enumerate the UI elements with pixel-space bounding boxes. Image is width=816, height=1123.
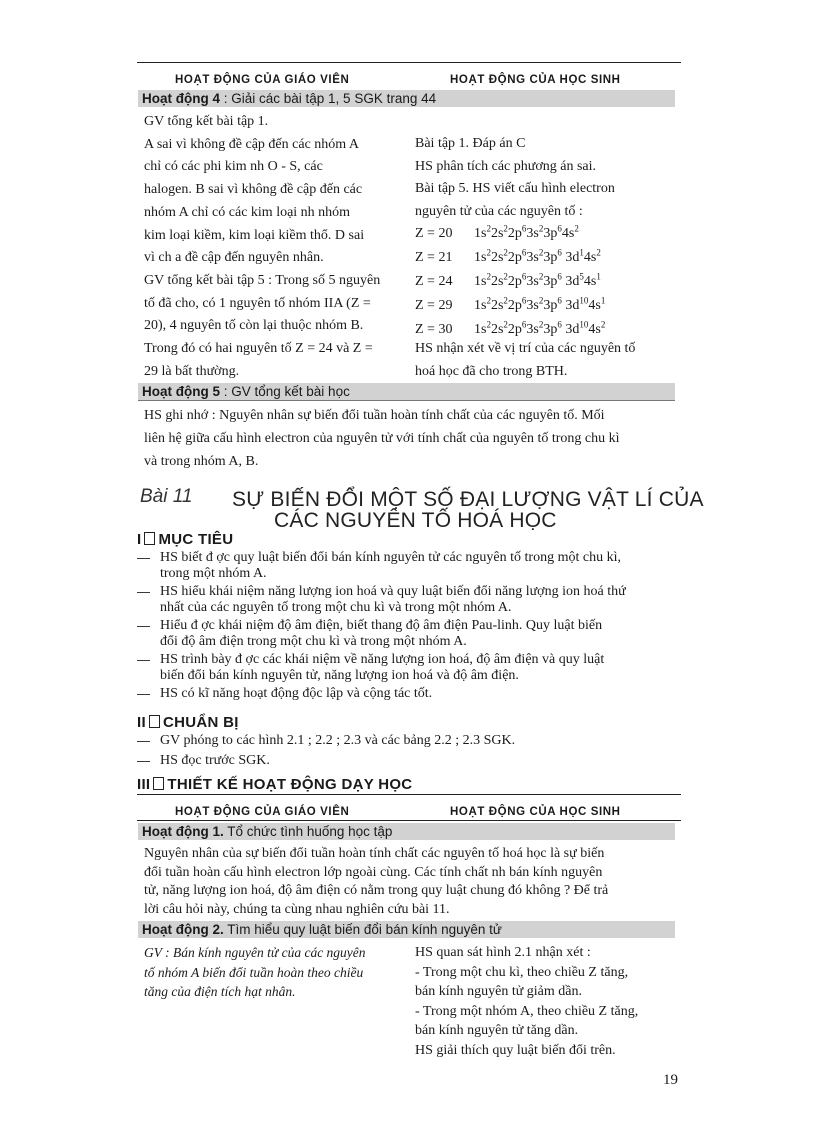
- lesson-title-line-2: CÁC NGUYÊN TỐ HOÁ HỌC: [274, 509, 557, 532]
- teacher-line: tăng của điện tích hạt nhân.: [144, 984, 296, 999]
- activity-1-line: tử, năng lượng ion hoá, độ âm điện có nằm trong quy luật chung đó không ? Để trả: [144, 883, 609, 898]
- orbital: 2p: [507, 274, 522, 289]
- electron-count: 2: [538, 271, 544, 282]
- student-line: - Trong một chu kì, theo chiều Z tăng,: [415, 964, 629, 980]
- orbital: 2s: [490, 226, 504, 241]
- student-line: bán kính nguyên tử tăng dần.: [415, 1023, 579, 1038]
- config-z-label: Z = 21: [415, 250, 453, 265]
- electron-count: 6: [557, 271, 562, 282]
- student-line: - Trong một nhóm A, theo chiều Z tăng,: [415, 1003, 639, 1019]
- electron-count: 10: [579, 295, 589, 306]
- electron-count: 2: [486, 223, 491, 234]
- teacher-line: tố đã cho, có 1 nguyên tố nhóm IIA (Z =: [144, 295, 371, 311]
- orbital: 3p: [543, 250, 558, 265]
- activity-1-line: đổi tuần hoàn cấu hình electron lớp ngoài cùng. Các tính chất nh bán kính nguyên: [144, 864, 603, 880]
- orbital: 3s: [526, 322, 539, 337]
- table-header-rule: [137, 820, 681, 821]
- student-line: nguyên tử của các nguyên tố :: [415, 204, 583, 220]
- orbital: 2s: [490, 274, 504, 289]
- electron-count: 6: [521, 247, 527, 258]
- teacher-column-header: HOẠT ĐỘNG CỦA GIÁO VIÊN: [175, 74, 350, 86]
- electron-count: 6: [521, 271, 527, 282]
- student-line: HS nhận xét về vị trí của các nguyên tố: [415, 341, 636, 356]
- orbital: 3s: [526, 226, 539, 241]
- orbital: 3p: [543, 274, 558, 289]
- student-line: Bài tập 1. Đáp án C: [415, 136, 526, 151]
- list-dash-icon: —: [137, 618, 150, 633]
- orbital: 2s: [490, 298, 504, 313]
- electron-count: 6: [557, 295, 562, 306]
- electron-count: 2: [538, 319, 544, 330]
- orbital: 4s: [588, 322, 601, 337]
- electron-count: 1: [596, 271, 601, 282]
- config-z-label: Z = 24: [415, 274, 453, 289]
- orbital: 3s: [526, 250, 539, 265]
- teacher-line: chỉ có các phi kim nh O - S, các: [144, 159, 323, 175]
- teacher-line: kim loại kiềm, kim loại kiềm thổ. D sai: [144, 227, 365, 243]
- orbital: 3d: [561, 274, 580, 289]
- summary-line: và trong nhóm A, B.: [144, 454, 259, 469]
- electron-count: 2: [503, 271, 508, 282]
- electron-count: 5: [579, 271, 584, 282]
- activity-5-title: Hoạt động 5 : GV tổng kết bài học: [142, 384, 350, 399]
- student-line: hoá học đã cho trong BTH.: [415, 364, 568, 379]
- top-rule: [137, 62, 681, 63]
- orbital: 2p: [507, 322, 522, 337]
- teacher-column-header-2: HOẠT ĐỘNG CỦA GIÁO VIÊN: [175, 806, 350, 818]
- list-dash-icon: —: [137, 686, 150, 701]
- teacher-line: vì ch a đề cập đến nguyên nhân.: [144, 250, 324, 266]
- orbital: 1s: [474, 322, 487, 337]
- orbital: 3d: [561, 322, 580, 337]
- section-3-rule: [137, 794, 681, 795]
- electron-count: 2: [538, 247, 544, 258]
- orbital: 2s: [490, 250, 504, 265]
- objective-item: biến đổi bán kính nguyên tử, năng lượng ion hoá và độ âm điện.: [160, 667, 519, 683]
- activity-2-title: Hoạt động 2. Tìm hiểu quy luật biến đổi bán kính nguyên tử: [142, 922, 502, 937]
- student-line: Bài tập 5. HS viết cấu hình electron: [415, 181, 615, 197]
- electron-count: 2: [486, 319, 491, 330]
- orbital: 3p: [543, 322, 558, 337]
- electron-count: 2: [503, 295, 508, 306]
- preparation-item: GV phóng to các hình 2.1 ; 2.2 ; 2.3 và các bảng 2.2 ; 2.3 SGK.: [160, 733, 516, 748]
- teacher-line: tố nhóm A biến đổi tuần hoàn theo chiều: [144, 964, 364, 980]
- orbital: 4s: [561, 226, 575, 241]
- electron-count: 2: [486, 295, 491, 306]
- teacher-line: GV tổng kết bài tập 1.: [144, 114, 269, 129]
- student-line: bán kính nguyên tử giảm dần.: [415, 984, 583, 999]
- orbital: 3p: [543, 226, 558, 241]
- student-column-header: HOẠT ĐỘNG CỦA HỌC SINH: [450, 74, 621, 86]
- objective-item: HS trình bày đ ợc các khái niệm về năng lượng ion hoá, độ âm điện và quy luật: [160, 652, 605, 667]
- orbital: 1s: [474, 274, 487, 289]
- orbital: 2p: [507, 250, 522, 265]
- objective-item: Hiểu đ ợc khái niệm độ âm điện, biết thang độ âm điện Pau-linh. Quy luật biến: [160, 618, 603, 633]
- config-z-label: Z = 20: [415, 226, 453, 241]
- activity-1-title: Hoạt động 1. Tổ chức tình huống học tập: [142, 824, 393, 839]
- objective-item: HS biết đ ợc quy luật biến đổi bán kính nguyên tử các nguyên tố trong một chu kì,: [160, 550, 621, 565]
- teacher-line: 29 là bất thường.: [144, 363, 240, 379]
- objective-item: trong một nhóm A.: [160, 565, 267, 581]
- section-1-box-icon: [144, 532, 155, 545]
- lesson-title-line-1: SỰ BIẾN ĐỔI MỘT SỐ ĐẠI LƯỢNG VẬT LÍ CỦA: [232, 488, 704, 511]
- electron-count: 6: [557, 223, 562, 234]
- objective-item: HS hiểu khái niệm năng lượng ion hoá và quy luật biến đổi năng lượng ion hoá thứ: [160, 584, 626, 599]
- orbital: 3d: [561, 250, 580, 265]
- summary-line: liên hệ giữa cấu hình electron của nguyên tử với tính chất của nguyên tố trong chu kì: [144, 431, 620, 446]
- electron-count: 2: [538, 223, 544, 234]
- config-z-label: Z = 30: [415, 322, 453, 337]
- orbital: 4s: [588, 298, 601, 313]
- electron-count: 2: [503, 247, 508, 258]
- student-line: HS giải thích quy luật biến đổi trên.: [415, 1042, 616, 1058]
- electron-configuration: [474, 271, 601, 290]
- orbital: 3s: [526, 298, 539, 313]
- teacher-line: Trong đó có hai nguyên tố Z = 24 và Z =: [144, 341, 373, 356]
- teacher-line: A sai vì không đề cập đến các nhóm A: [144, 136, 360, 152]
- electron-count: 10: [579, 319, 589, 330]
- electron-count: 6: [521, 319, 527, 330]
- list-dash-icon: —: [137, 753, 150, 768]
- teacher-line: nhóm A chỉ có các kim loại nh nhóm: [144, 204, 351, 220]
- activity-1-line: Nguyên nhân của sự biến đổi tuần hoàn tính chất các nguyên tố hoá học là sự biến: [144, 846, 605, 861]
- electron-count: 6: [557, 319, 562, 330]
- electron-count: 2: [600, 319, 606, 330]
- section-3-heading: III THIẾT KẾ HOẠT ĐỘNG DẠY HỌC: [137, 776, 413, 793]
- electron-configuration: [474, 247, 601, 266]
- student-line: HS quan sát hình 2.1 nhận xét :: [415, 945, 591, 960]
- list-dash-icon: —: [137, 584, 150, 599]
- list-dash-icon: —: [137, 550, 150, 565]
- objective-item: đổi độ âm điện trong một chu kì và trong một nhóm A.: [160, 633, 467, 649]
- list-dash-icon: —: [137, 733, 150, 748]
- orbital: 3s: [526, 274, 539, 289]
- teacher-line: GV : Bán kính nguyên tử của các nguyên: [144, 945, 366, 960]
- electron-count: 2: [486, 271, 491, 282]
- orbital: 2p: [507, 226, 522, 241]
- teacher-line: halogen. B sai vì không đề cập đến các: [144, 182, 363, 198]
- electron-count: 2: [503, 223, 508, 234]
- electron-count: 6: [521, 223, 527, 234]
- activity-5-rule: [138, 400, 675, 401]
- teacher-line: GV tổng kết bài tập 5 : Trong số 5 nguyên: [144, 272, 381, 288]
- orbital: 3p: [543, 298, 558, 313]
- section-2-heading: II CHUẨN BỊ: [137, 714, 239, 731]
- orbital: 3d: [561, 298, 580, 313]
- electron-count: 2: [503, 319, 508, 330]
- electron-count: 2: [538, 295, 544, 306]
- orbital: 2p: [507, 298, 522, 313]
- list-dash-icon: —: [137, 652, 150, 667]
- electron-count: 6: [557, 247, 562, 258]
- section-1-heading: I MỤC TIÊU: [137, 531, 234, 548]
- summary-line: HS ghi nhớ : Nguyên nhân sự biến đổi tuần hoàn tính chất của các nguyên tố. Mối: [144, 408, 605, 423]
- page-number: 19: [663, 1072, 678, 1088]
- orbital: 1s: [474, 226, 487, 241]
- section-3-box-icon: [153, 777, 164, 790]
- orbital: 1s: [474, 250, 487, 265]
- orbital: 4s: [583, 274, 597, 289]
- electron-count: 2: [596, 247, 601, 258]
- lesson-label: Bài 11: [140, 486, 193, 507]
- preparation-item: HS đọc trước SGK.: [160, 753, 270, 768]
- electron-count: 2: [486, 247, 491, 258]
- objective-item: HS có kĩ năng hoạt động độc lập và cộng tác tốt.: [160, 686, 433, 701]
- electron-configuration: [474, 295, 606, 314]
- objective-item: nhất của các nguyên tố trong một chu kì và trong một nhóm A.: [160, 599, 512, 615]
- electron-count: 2: [574, 223, 579, 234]
- student-column-header-2: HOẠT ĐỘNG CỦA HỌC SINH: [450, 806, 621, 818]
- section-2-box-icon: [149, 715, 160, 728]
- student-line: HS phân tích các phương án sai.: [415, 158, 597, 174]
- electron-count: 1: [579, 247, 584, 258]
- activity-1-line: lời câu hỏi này, chúng ta cùng nhau nghiên cứu bài 11.: [144, 901, 450, 917]
- activity-4-title: Hoạt động 4 : Giải các bài tập 1, 5 SGK trang 44: [142, 91, 437, 106]
- electron-configuration: [474, 223, 579, 242]
- electron-count: 1: [600, 295, 606, 306]
- electron-count: 6: [521, 295, 527, 306]
- orbital: 1s: [474, 298, 487, 313]
- electron-configuration: [474, 319, 606, 338]
- config-z-label: Z = 29: [415, 298, 453, 313]
- orbital: 4s: [583, 250, 597, 265]
- orbital: 2s: [490, 322, 504, 337]
- teacher-line: 20), 4 nguyên tố còn lại thuộc nhóm B.: [144, 318, 364, 334]
